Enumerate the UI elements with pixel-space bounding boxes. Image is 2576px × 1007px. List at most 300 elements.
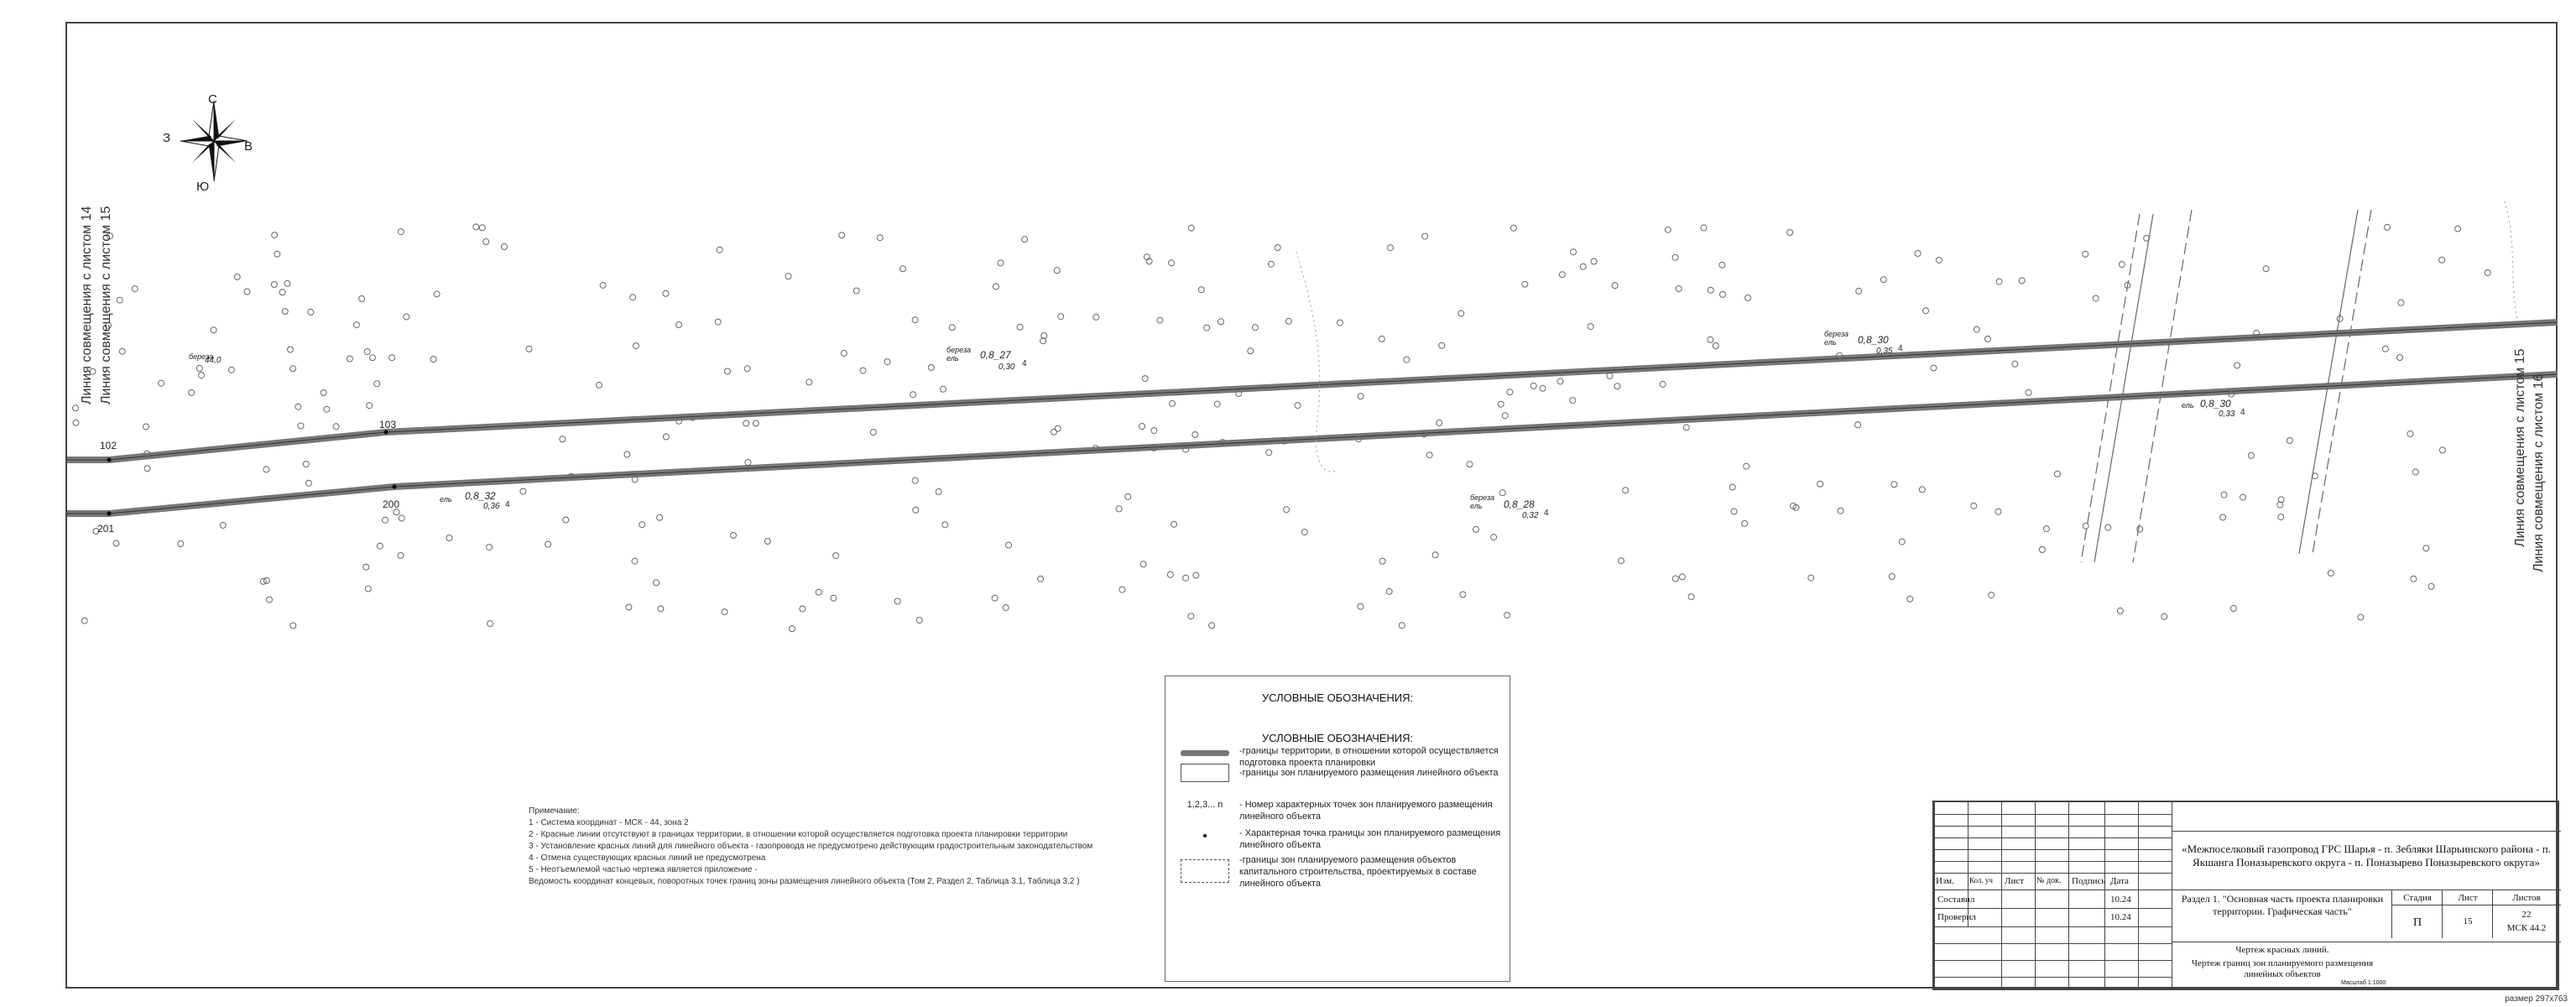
tree-circle-icon <box>1708 337 1713 342</box>
tree-circle-icon <box>2263 266 2269 272</box>
tree-circle-icon <box>374 381 380 387</box>
stamp-header-kol: Кол. уч <box>1969 876 1993 884</box>
tree-circle-icon <box>2287 438 2292 444</box>
tree-circle-icon <box>1701 225 1707 231</box>
tree-circle-icon <box>1623 488 1629 493</box>
tree-circle-icon <box>290 623 296 629</box>
stamp-checked: Проверил <box>1937 912 1976 922</box>
tree-circle-icon <box>2428 583 2434 589</box>
tree-n-2: 4 <box>1898 344 1903 353</box>
tree-circle-icon <box>502 244 508 250</box>
tree-circle-icon <box>113 540 119 546</box>
point-102-marker <box>107 458 112 462</box>
tree-circle-icon <box>942 522 948 528</box>
tree-species-6: береза <box>189 352 214 361</box>
tree-circle-icon <box>657 514 663 520</box>
tree-circle-icon <box>993 284 999 290</box>
tree-circle-icon <box>347 356 352 362</box>
tree-circle-icon <box>1404 357 1410 363</box>
tree-circle-icon <box>308 309 314 315</box>
tree-mark-6: 44,0 <box>205 356 222 365</box>
tree-circle-icon <box>1295 403 1301 409</box>
tree-circle-icon <box>894 598 900 604</box>
tree-circle-icon <box>1989 592 1995 598</box>
tree-n-1: 4 <box>1022 359 1027 368</box>
tree-circle-icon <box>321 390 326 396</box>
tree-circle-icon <box>560 436 566 442</box>
tree-circle-icon <box>1855 422 1861 428</box>
tree-circle-icon <box>853 288 859 294</box>
tree-circle-icon <box>1838 508 1843 514</box>
tree-circle-icon <box>2221 492 2227 498</box>
tree-circle-icon <box>1499 490 1505 496</box>
stamp-date-2: 10.24 <box>2110 912 2131 922</box>
note-line: 1 - Система координат - МСК - 44, зона 2 <box>529 818 689 827</box>
tree-circle-icon <box>324 406 330 412</box>
tree-circle-icon <box>936 488 941 494</box>
tree-circle-icon <box>1301 530 1307 535</box>
tree-circle-icon <box>279 290 285 295</box>
tree-circle-icon <box>1439 342 1445 348</box>
legend-box: УСЛОВНЫЕ ОБОЗНАЧЕНИЯ: УСЛОВНЫЕ ОБОЗНАЧЕНИЯ: -границы территории, в отношении которой осуществляется подготовка проекта планировки -границы зон планируемого размещения линейного объекта 1,2,3... n - Номер характерных точек зон планируемого размещения линейного объекта • - Характерная точка границы зон планируемого размещения линейного объекта -границы зон планируемого размещения объектов капитального строительства, проектируемых в составе линейного объекта <box>1165 676 1510 982</box>
tree-circle-icon <box>941 386 946 392</box>
tree-circle-icon <box>626 604 632 610</box>
tree-circle-icon <box>1491 535 1497 540</box>
tree-circle-icon <box>563 517 569 523</box>
note-line: Ведомость координат концевых, поворотных точек границ зоны размещения линейного объекта (Том 2, Раздел 2, Таблица 3.1, Таблица 3.2 ) <box>529 877 1080 886</box>
tree-circle-icon <box>900 266 905 272</box>
tree-circle-icon <box>399 515 404 521</box>
tree-circle-icon <box>211 327 216 333</box>
tree-species-4: ель <box>2182 401 2194 410</box>
tree-circle-icon <box>916 618 922 624</box>
tree-circle-icon <box>2485 270 2490 276</box>
tree-circle-icon <box>1744 463 1749 469</box>
tree-circle-icon <box>1386 588 1392 594</box>
tree-sub-2: 0,35 <box>1876 347 1893 356</box>
tree-circle-icon <box>717 247 722 253</box>
tree-circle-icon <box>1038 576 1044 582</box>
tree-circle-icon <box>143 424 149 430</box>
note-line: 2 - Красные линии отсутствуют в границах территории, в отношении которой осуществляется подготовка проекта планировки территории <box>529 830 1068 839</box>
compass-rose-icon <box>180 101 248 181</box>
tree-circle-icon <box>1006 542 1012 548</box>
tree-circle-icon <box>1358 394 1364 399</box>
tree-circle-icon <box>1708 287 1713 293</box>
tree-circle-icon <box>860 368 866 373</box>
stamp-sheet-header: Лист <box>2458 893 2478 903</box>
tree-circle-icon <box>483 239 489 245</box>
tree-circle-icon <box>298 423 304 429</box>
stamp-header-list: Лист <box>2005 876 2025 886</box>
tree-sub-1: 0,30 <box>999 363 1015 372</box>
tree-circle-icon <box>1907 596 1913 602</box>
tree-circle-icon <box>731 533 737 539</box>
tree-circle-icon <box>1093 314 1099 320</box>
match-line-right-a: Линия совмещения с листом 15 <box>2513 348 2527 547</box>
tree-circle-icon <box>1931 365 1937 371</box>
stamp-project-name: «Межпоселковый газопровод ГРС Шарья - п. Зебляки Шарьинского района - п. Якшанга Поназыревского округа - п. Поназырево Поназыревского округа» <box>2182 843 2551 869</box>
tree-circle-icon <box>2407 430 2413 436</box>
tree-circle-icon <box>2119 262 2125 268</box>
tree-circle-icon <box>189 389 195 395</box>
stamp-stage: П <box>2412 916 2422 929</box>
tree-circle-icon <box>1971 503 1977 509</box>
tree-circle-icon <box>1713 343 1718 349</box>
stamp-section: Раздел 1. "Основная часть проекта планировки территории. Графическая часть" <box>2181 893 2384 917</box>
tree-circle-icon <box>597 382 602 388</box>
tree-circle-icon <box>1198 287 1204 293</box>
tree-circle-icon <box>1571 249 1577 255</box>
tree-circle-icon <box>2220 514 2226 520</box>
tree-circle-icon <box>284 280 290 286</box>
tree-n-5: 4 <box>505 500 510 509</box>
tree-circle-icon <box>1248 348 1254 354</box>
tree-circle-icon <box>1022 237 1028 243</box>
tree-circle-icon <box>1688 594 1694 600</box>
tree-circle-icon <box>884 359 890 365</box>
point-201-label: 201 <box>97 523 115 535</box>
tree-circle-icon <box>1379 558 1385 564</box>
tree-circle-icon <box>1188 225 1194 231</box>
tree-circle-icon <box>2039 547 2045 553</box>
note-line: 5 - Неотъемлемой частью чертежа является приложение - <box>529 865 758 874</box>
tree-circle-icon <box>1984 336 1990 342</box>
tree-circle-icon <box>877 235 883 241</box>
tree-circle-icon <box>1170 400 1176 406</box>
note-line: 3 - Установление красных линий для линейного объекта - газопровода не предусмотрено действующим градостроительным законодательством <box>529 842 1093 851</box>
tree-circle-icon <box>1426 452 1432 458</box>
tree-circle-icon <box>1432 552 1438 558</box>
compass-east-label: В <box>244 139 253 154</box>
tree-circle-icon <box>833 553 839 559</box>
tree-circle-icon <box>288 347 294 352</box>
tree-species-5: ель <box>440 495 452 503</box>
tree-circle-icon <box>404 314 409 320</box>
tree-circle-icon <box>2230 606 2236 612</box>
tree-circle-icon <box>244 289 250 295</box>
tree-circle-icon <box>2137 526 2143 532</box>
tree-circle-icon <box>398 553 404 559</box>
tree-circle-icon <box>913 507 919 513</box>
tree-circle-icon <box>2019 278 2025 284</box>
tree-circle-icon <box>1510 225 1516 231</box>
tree-circle-icon <box>725 368 731 374</box>
tree-mark-4: 0,8_30 <box>2200 398 2231 410</box>
tree-circle-icon <box>526 346 532 352</box>
tree-mark-1: 0,8_27 <box>980 349 1011 361</box>
tree-circle-icon <box>81 618 87 624</box>
tree-circle-icon <box>1125 493 1131 499</box>
tree-circle-icon <box>1275 245 1280 251</box>
stamp-date-1: 10.24 <box>2110 895 2131 905</box>
tree-circle-icon <box>2412 469 2418 475</box>
tree-circle-icon <box>479 225 485 231</box>
tree-circle-icon <box>870 430 876 436</box>
tree-circle-icon <box>789 626 795 632</box>
tree-circle-icon <box>2249 452 2255 458</box>
tree-circle-icon <box>446 535 452 541</box>
tree-circle-icon <box>1209 623 1215 629</box>
tree-species-3: береза ель <box>1470 493 1495 510</box>
territory-line-icon <box>1181 750 1229 756</box>
tree-circle-icon <box>545 541 551 547</box>
tree-circle-icon <box>220 522 226 528</box>
tree-circle-icon <box>271 282 277 288</box>
tree-circle-icon <box>1017 324 1023 330</box>
tree-mark-5: 0,8_32 <box>465 490 496 502</box>
tree-circle-icon <box>144 466 150 472</box>
stamp-sheet: 15 <box>2463 916 2473 926</box>
tree-circle-icon <box>274 251 280 257</box>
point-201-marker <box>107 512 112 516</box>
tree-circle-icon <box>745 460 751 466</box>
point-103-marker <box>384 430 388 435</box>
tree-circle-icon <box>992 595 998 601</box>
tree-circle-icon <box>1151 428 1157 434</box>
tree-circle-icon <box>1504 613 1510 618</box>
tree-circle-icon <box>1284 507 1290 513</box>
tree-circle-icon <box>2358 614 2364 620</box>
tree-circle-icon <box>353 322 359 328</box>
tree-circle-icon <box>234 274 240 280</box>
tree-circle-icon <box>196 365 202 371</box>
tree-circle-icon <box>663 434 669 440</box>
tree-circle-icon <box>303 462 309 467</box>
tree-circle-icon <box>290 366 296 372</box>
tree-circle-icon <box>949 325 955 331</box>
tree-circle-icon <box>1473 526 1478 532</box>
tree-circle-icon <box>434 291 440 297</box>
tree-species-1: береза ель <box>946 346 972 363</box>
tree-circle-icon <box>1995 509 2001 514</box>
point-102-label: 102 <box>100 440 117 451</box>
tree-circle-icon <box>1683 425 1689 430</box>
tree-circle-icon <box>912 317 918 323</box>
tree-circle-icon <box>1285 318 1291 324</box>
tree-circle-icon <box>1188 613 1194 619</box>
tree-circle-icon <box>333 424 339 430</box>
tree-circle-icon <box>369 355 375 361</box>
stamp-msk: МСК 44.2 <box>2506 923 2547 933</box>
tree-circle-icon <box>2083 523 2088 529</box>
tree-circle-icon <box>912 477 918 483</box>
tree-circle-icon <box>1502 413 1508 419</box>
tree-mark-3: 0,8_28 <box>1504 498 1535 510</box>
tree-circle-icon <box>1054 268 1060 274</box>
tree-circle-icon <box>282 309 288 315</box>
tree-circle-icon <box>117 297 123 303</box>
tree-species-2: береза ель <box>1824 330 1849 347</box>
tree-circle-icon <box>1570 398 1576 404</box>
tree-circle-icon <box>1337 320 1343 326</box>
tree-circle-icon <box>1171 521 1177 527</box>
tree-circle-icon <box>228 367 234 373</box>
tree-circle-icon <box>654 580 660 586</box>
tree-sub-3: 0,32 <box>1522 511 1539 520</box>
tree-circle-icon <box>1157 317 1163 323</box>
compass-north-label: С <box>208 92 217 107</box>
tree-circle-icon <box>831 595 837 601</box>
stamp-composed: Составил <box>1937 895 1975 905</box>
tree-circle-icon <box>910 392 916 398</box>
tree-circle-icon <box>260 578 266 584</box>
tree-circle-icon <box>2328 571 2334 577</box>
tree-circle-icon <box>816 589 821 595</box>
tree-sub-5: 0,36 <box>483 502 500 511</box>
tree-circle-icon <box>1614 383 1620 389</box>
tree-circle-icon <box>764 539 770 545</box>
tree-circle-icon <box>2012 361 2018 367</box>
tree-circle-icon <box>1119 587 1125 592</box>
legend-title-1: УСЛОВНЫЕ ОБОЗНАЧЕНИЯ: <box>1261 691 1414 704</box>
tree-circle-icon <box>2026 389 2031 395</box>
tree-circle-icon <box>1580 263 1586 269</box>
tree-circle-icon <box>1142 376 1148 382</box>
tree-circle-icon <box>1003 605 1009 611</box>
tree-circle-icon <box>639 522 645 528</box>
tree-circle-icon <box>1540 385 1546 391</box>
tree-circle-icon <box>159 380 164 386</box>
stamp-header-doc: № док. <box>2036 876 2062 885</box>
tree-circle-icon <box>2385 224 2391 230</box>
tree-circle-icon <box>2411 576 2417 582</box>
tree-circle-icon <box>1672 254 1678 260</box>
stamp-header-izm: Изм. <box>1936 876 1954 886</box>
tree-circle-icon <box>2161 613 2167 619</box>
tree-circle-icon <box>1218 319 1224 325</box>
compass-west-label: З <box>163 131 171 145</box>
tree-circle-icon <box>1507 389 1513 395</box>
tree-n-4: 4 <box>2240 408 2245 417</box>
tree-circle-icon <box>1619 558 1624 564</box>
match-line-right-b: Линия совмещения с листом 16 <box>2532 373 2546 572</box>
tree-circle-icon <box>1889 574 1895 580</box>
tree-circle-icon <box>2055 471 2061 477</box>
tree-circle-icon <box>1607 373 1613 378</box>
tree-circle-icon <box>2278 514 2284 520</box>
tree-circle-icon <box>1915 251 1921 257</box>
tree-circle-icon <box>1936 258 1942 263</box>
tree-circle-icon <box>1467 462 1473 467</box>
tree-circle-icon <box>365 586 371 592</box>
tree-circle-icon <box>364 349 370 355</box>
tree-circle-icon <box>1169 260 1175 266</box>
tree-n-3: 4 <box>1544 509 1549 518</box>
tree-circle-icon <box>2439 257 2445 263</box>
tree-circle-icon <box>1051 429 1056 435</box>
tree-circle-icon <box>487 545 493 550</box>
tree-circle-icon <box>1399 623 1405 629</box>
tree-circle-icon <box>1559 272 1565 278</box>
stamp-drawing-sub: Чертеж границ зон планируемого размещения линейных объектов <box>2191 958 2374 979</box>
tree-circle-icon <box>1557 378 1563 384</box>
tree-circle-icon <box>1660 381 1666 387</box>
stamp-stage-header: Стадия <box>2403 893 2432 903</box>
tree-circle-icon <box>1899 539 1905 545</box>
tree-circle-icon <box>1919 487 1925 493</box>
tree-circle-icon <box>2382 346 2388 352</box>
tree-circle-icon <box>1612 283 1618 289</box>
tree-circle-icon <box>1974 326 1979 332</box>
tree-circle-icon <box>119 348 125 354</box>
tree-circle-icon <box>263 467 269 472</box>
tree-circle-icon <box>1591 258 1597 264</box>
tree-circle-icon <box>1139 424 1145 430</box>
legend-title-2: УСЛОВНЫЕ ОБОЗНАЧЕНИЯ: <box>1261 732 1414 744</box>
tree-circle-icon <box>1192 432 1198 438</box>
tree-circle-icon <box>2455 226 2461 232</box>
tree-circle-icon <box>2439 447 2445 453</box>
tree-circle-icon <box>1742 520 1748 526</box>
tree-circle-icon <box>132 286 138 292</box>
tree-circle-icon <box>2043 526 2049 532</box>
tree-circle-icon <box>1460 592 1466 597</box>
tree-circle-icon <box>1672 576 1678 582</box>
tree-circle-icon <box>1358 603 1364 609</box>
tree-circle-icon <box>839 232 845 238</box>
tree-circle-icon <box>1729 484 1735 490</box>
title-block <box>1932 801 2559 990</box>
tree-circle-icon <box>1720 291 1726 297</box>
tree-circle-icon <box>800 606 806 612</box>
tree-circle-icon <box>295 404 301 410</box>
tree-circle-icon <box>658 606 664 612</box>
tree-circle-icon <box>2240 494 2246 500</box>
tree-circle-icon <box>1193 572 1199 578</box>
point-103-label: 103 <box>379 419 397 430</box>
point-200-marker <box>393 485 397 489</box>
tree-circle-icon <box>1522 281 1528 287</box>
tree-circle-icon <box>398 229 404 235</box>
sheet-size-note: размер 297х763 <box>2505 994 2568 1004</box>
tree-circle-icon <box>632 558 638 564</box>
tree-circle-icon <box>2234 363 2240 368</box>
tree-circle-icon <box>2397 355 2403 361</box>
tree-circle-icon <box>998 260 1004 266</box>
tree-circle-icon <box>744 366 750 372</box>
tree-circle-icon <box>928 365 934 371</box>
tree-circle-icon <box>676 322 682 328</box>
tree-circle-icon <box>753 420 759 426</box>
tree-circle-icon <box>1665 227 1671 232</box>
tree-circle-icon <box>1140 561 1146 567</box>
tree-circle-icon <box>199 373 205 378</box>
zone-rect-icon <box>1181 764 1229 782</box>
tree-circle-icon <box>1719 262 1725 268</box>
tree-circle-icon <box>1055 425 1061 431</box>
tree-circle-icon <box>73 405 79 411</box>
tree-circle-icon <box>1167 571 1173 577</box>
tree-circle-icon <box>1891 482 1897 488</box>
tree-circle-icon <box>1996 279 2002 284</box>
tree-circle-icon <box>630 295 636 300</box>
tree-circle-icon <box>488 621 493 627</box>
tree-circle-icon <box>1268 261 1274 267</box>
tree-circle-icon <box>1116 506 1122 512</box>
tree-circle-icon <box>1676 286 1682 292</box>
tree-circle-icon <box>383 517 388 523</box>
stamp-header-sign: Подпись <box>2072 876 2106 886</box>
tree-circle-icon <box>600 282 606 288</box>
notes-title: Примечание: <box>529 806 580 816</box>
tree-circle-icon <box>520 488 526 494</box>
tree-circle-icon <box>1787 230 1793 236</box>
tree-circle-icon <box>1745 295 1751 300</box>
tree-circle-icon <box>722 609 727 615</box>
tree-circle-icon <box>1880 277 1886 283</box>
tree-circle-icon <box>1530 383 1536 389</box>
